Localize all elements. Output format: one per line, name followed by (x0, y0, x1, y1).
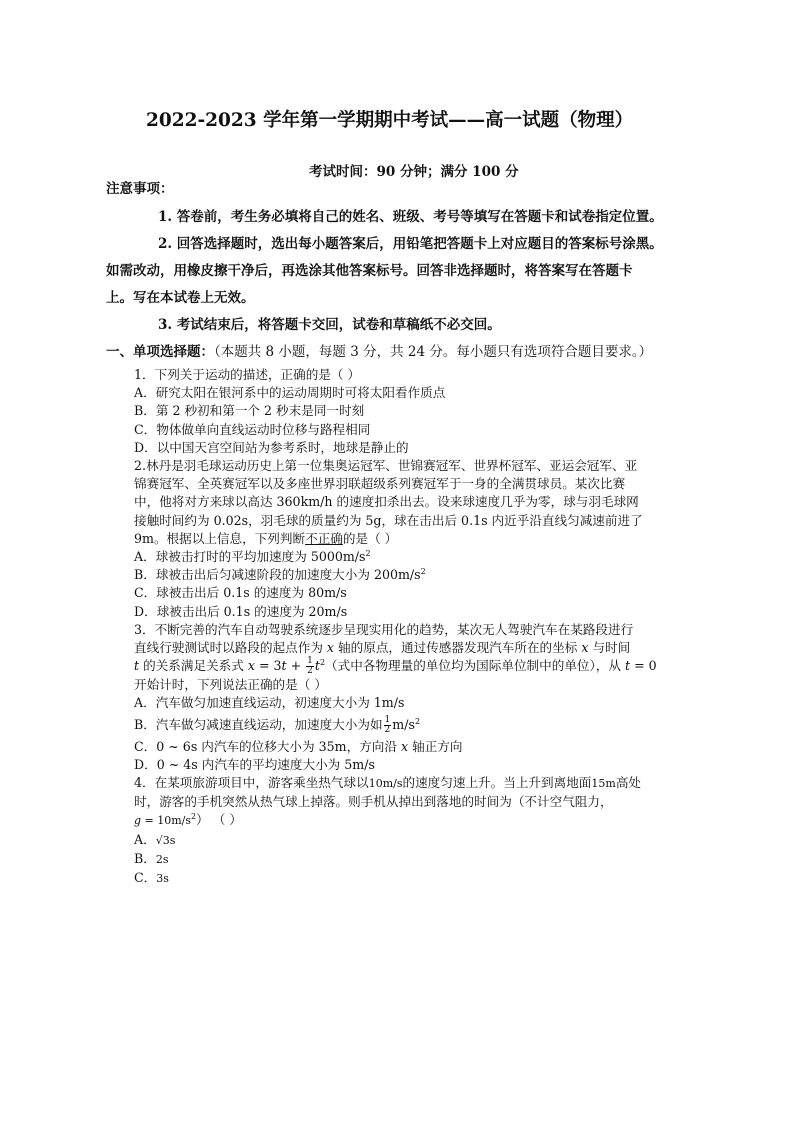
instruction-2b: 如需改动，用橡皮擦干净后，再选涂其他答案标号。回答非选择题时，将答案写在答题卡 (106, 263, 633, 279)
q3-option-b-fraction (384, 716, 392, 735)
q2-option-c: C．球被击出后 0.1s 的速度为 80m/s (134, 585, 347, 601)
q3-option-b-text: B．汽车做匀减速直线运动，加速度大小为如 (134, 716, 383, 732)
q4-l1a: 4．在某项旅游项目中，游客乘坐热气球以 (134, 775, 369, 791)
q4-option-b-label: B． (134, 850, 156, 866)
q4-line-2: 时，游客的手机突然从热气球上掉落。则手机从掉出到落地的时间为（不计空气阻力， (134, 794, 613, 810)
q3-b-frac-den: 2 (384, 724, 391, 735)
q3-eq-3: + (286, 658, 306, 674)
q3-option-c-end: 轴正方向 (408, 738, 463, 754)
q1-option-a: A．研究太阳在银河系中的运动周期时可将太阳看作质点 (134, 385, 446, 401)
q3-eq-sup: 2 (319, 658, 326, 668)
q2-option-b-text: B．球被击出后匀减速阶段的加速度大小为 200m/s (134, 567, 421, 583)
instruction-1: 1. 答卷前，考生务必填将自己的姓名、班级、考号等填写在答题卡和试卷指定位置。 (158, 209, 663, 225)
q2-option-a-text: A．球被击打时的平均加速度为 5000m/s (134, 549, 366, 565)
q3-eq-2: = 3 (254, 658, 282, 674)
q4-g: g (134, 814, 142, 828)
q2-line-5 (134, 530, 694, 548)
q2-line-1: 2.林丹是羽毛球运动历史上第一位集奥运冠军、世锦赛冠军、世界杯冠军、亚运会冠军、亚 (134, 458, 638, 474)
questions (134, 366, 694, 888)
instructions-heading: 注意事项： (106, 181, 174, 197)
section-label: 一、单项选择题： (106, 344, 214, 360)
q3-t2: t (625, 658, 631, 674)
q3-b-frac-num: 1 (384, 714, 391, 725)
q3-option-d: D．0 ~ 4s 内汽车的平均速度大小为 5m/s (134, 756, 375, 772)
q4-option-c-label: C． (134, 870, 157, 886)
q2-line-4: 接触时间约为 0.02s，羽毛球的质量约为 5g，球在击出后 0.1s 内近乎沿直线匀减速前进了 (134, 512, 643, 528)
instruction-3: 3. 考试结束后，将答题卡交回，试卷和草稿纸不必交回。 (158, 317, 501, 333)
q3-l2b: 轴的原点，通过传感器发现汽车所在的坐标 (334, 640, 582, 656)
q2-line-5-text: 9m。根据以上信息，下列判断 (134, 530, 306, 546)
q4-option-b-value: 2s (155, 852, 169, 866)
q3-eq-x: x (247, 658, 255, 674)
section-desc: （本题共 8 小题，每题 3 分，共 24 分。每小题只有选项符合题目要求。） (214, 344, 653, 360)
q3-option-c (134, 738, 694, 756)
q4-line-1 (134, 774, 694, 793)
q2-option-d: D．球被击出后 0.1s 的速度为 20m/s (134, 603, 348, 619)
instruction-2c: 上。写在本试卷上无效。 (106, 290, 255, 306)
q3-option-b-sup: 2 (414, 716, 421, 726)
q3-x2: x (581, 640, 589, 656)
q2-option-b-sup: 2 (420, 567, 426, 577)
q1-stem: 1．下列关于运动的描述，正确的是（ ） (134, 367, 361, 382)
q4-option-c (134, 869, 694, 888)
q3-option-a: A．汽车做匀加速直线运动，初速度大小为 1m/s (134, 695, 405, 711)
q2-option-a (134, 548, 694, 566)
q3-l3b: （式中各物理量的单位均为国际单位制中的单位），从 (325, 658, 625, 674)
q3-option-b (134, 716, 694, 735)
q2-line-3: 中，他将对方来球以高达 360km/h 的速度扣杀出去。设来球速度几乎为零，球与羽毛球网 (134, 494, 639, 510)
q3-frac-den: 2 (307, 666, 313, 677)
q3-line-2 (134, 639, 694, 657)
q1-option-b: B．第 2 秒初和第一个 2 秒末是同一时刻 (134, 403, 365, 419)
q3-frac-num: 1 (307, 656, 313, 667)
q3-option-b-unit: m/s (392, 716, 415, 732)
q4-g-sup: 2 (191, 812, 197, 822)
q3-line-4: 开始计时，下列说法正确的是（ ） (134, 677, 327, 693)
instructions (106, 180, 694, 339)
q4-height: 15m (591, 777, 616, 791)
q3-line-1: 3．不断完善的汽车自动驾驶系统逐步呈现实用化的趋势，某次无人驾驶汽车在某路段进行 (134, 621, 634, 637)
q3-fraction (306, 657, 314, 676)
q3-option-c-text: C．0 ~ 6s 内汽车的位移大小为 35m，方向沿 (134, 738, 401, 754)
q3-l2c: 与时间 (588, 640, 631, 656)
q3-x: x (326, 640, 335, 656)
q2-option-b (134, 566, 694, 584)
instruction-2a: 2. 回答选择题时，选出每小题答案后，用铅笔把答题卡上对应题目的答案标号涂黑。 (158, 236, 663, 252)
q4-option-a-label: A． (134, 831, 156, 847)
section-heading (106, 340, 652, 360)
q3-option-c-x: x (400, 738, 409, 754)
q4-option-a (134, 831, 694, 850)
q3-l3a: 的关系满足关系式 (139, 658, 248, 674)
q3-line-3 (134, 657, 694, 676)
q3-l3c: = 0 (630, 658, 657, 674)
q4-speed: 10m/s (368, 777, 403, 791)
exam-title: 2022-2023 学年第一学期期中考试——高一试题（物理） (146, 110, 634, 131)
q3-t: t (134, 658, 140, 674)
q4-option-b (134, 850, 694, 869)
q3-eq-t2: t (314, 658, 320, 674)
q4-option-c-value: 3s (156, 872, 169, 886)
q4-g-value: = 10m/s (141, 814, 192, 828)
exam-subtitle: 考试时间：90 分钟；满分 100 分 (309, 164, 519, 180)
q4-l3b: ） （ ） (196, 812, 242, 828)
q4-option-a-value: √3s (155, 833, 176, 847)
q4-line-3 (134, 811, 694, 830)
q1-option-c: C．物体做单向直线运动时位移与路程相同 (134, 421, 371, 437)
q2-line-5-end: 的是（ ） (342, 530, 398, 546)
q2-line-2: 锦赛冠军、全英赛冠军以及多座世界羽联超级系列赛冠军于一身的全满贯球员。某次比赛 (134, 476, 626, 492)
q2-emphasis: 不正确 (305, 530, 343, 546)
q4-l1c: 高处 (615, 775, 642, 791)
q2-option-a-sup: 2 (365, 548, 371, 558)
q3-l2a: 直线行驶测试时以路段的起点作为 (134, 640, 327, 656)
q1-option-d: D．以中国天宫空间站为参考系时，地球是静止的 (134, 439, 409, 455)
q4-l1b: 的速度匀速上升。当上升到离地面 (402, 775, 592, 791)
q3-eq-t: t (281, 658, 287, 674)
